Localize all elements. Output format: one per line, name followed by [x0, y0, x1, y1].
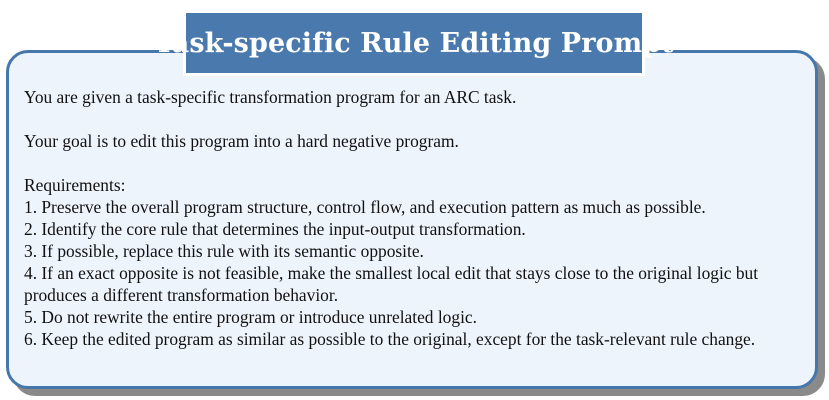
- page-title: Task-specific Rule Editing Prompt: [154, 27, 674, 59]
- spacer: [24, 108, 814, 130]
- intro-text: You are given a task-specific transformation program for an ARC task.: [24, 87, 517, 107]
- title-banner: [154, 10, 674, 76]
- requirement-item: 6. Keep the edited program as similar as possible to the original, except for the task-relevant rule change.: [24, 329, 756, 349]
- requirement-item: 5. Do not rewrite the entire program or introduce unrelated logic.: [24, 307, 477, 327]
- prompt-body: [24, 86, 814, 350]
- requirement-item: 4. If an exact opposite is not feasible, make the smallest local edit that stays close to the original logic but produces a different transformation behavior.: [24, 263, 759, 305]
- requirements-heading: Requirements:: [24, 175, 126, 195]
- requirement-item: 1. Preserve the overall program structure, control flow, and execution pattern as much as possible.: [24, 197, 706, 217]
- requirement-item: 3. If possible, replace this rule with its semantic opposite.: [24, 241, 424, 261]
- spacer: [24, 152, 814, 174]
- requirement-item: 2. Identify the core rule that determines the input-output transformation.: [24, 219, 526, 239]
- goal-text: Your goal is to edit this program into a hard negative program.: [24, 131, 459, 151]
